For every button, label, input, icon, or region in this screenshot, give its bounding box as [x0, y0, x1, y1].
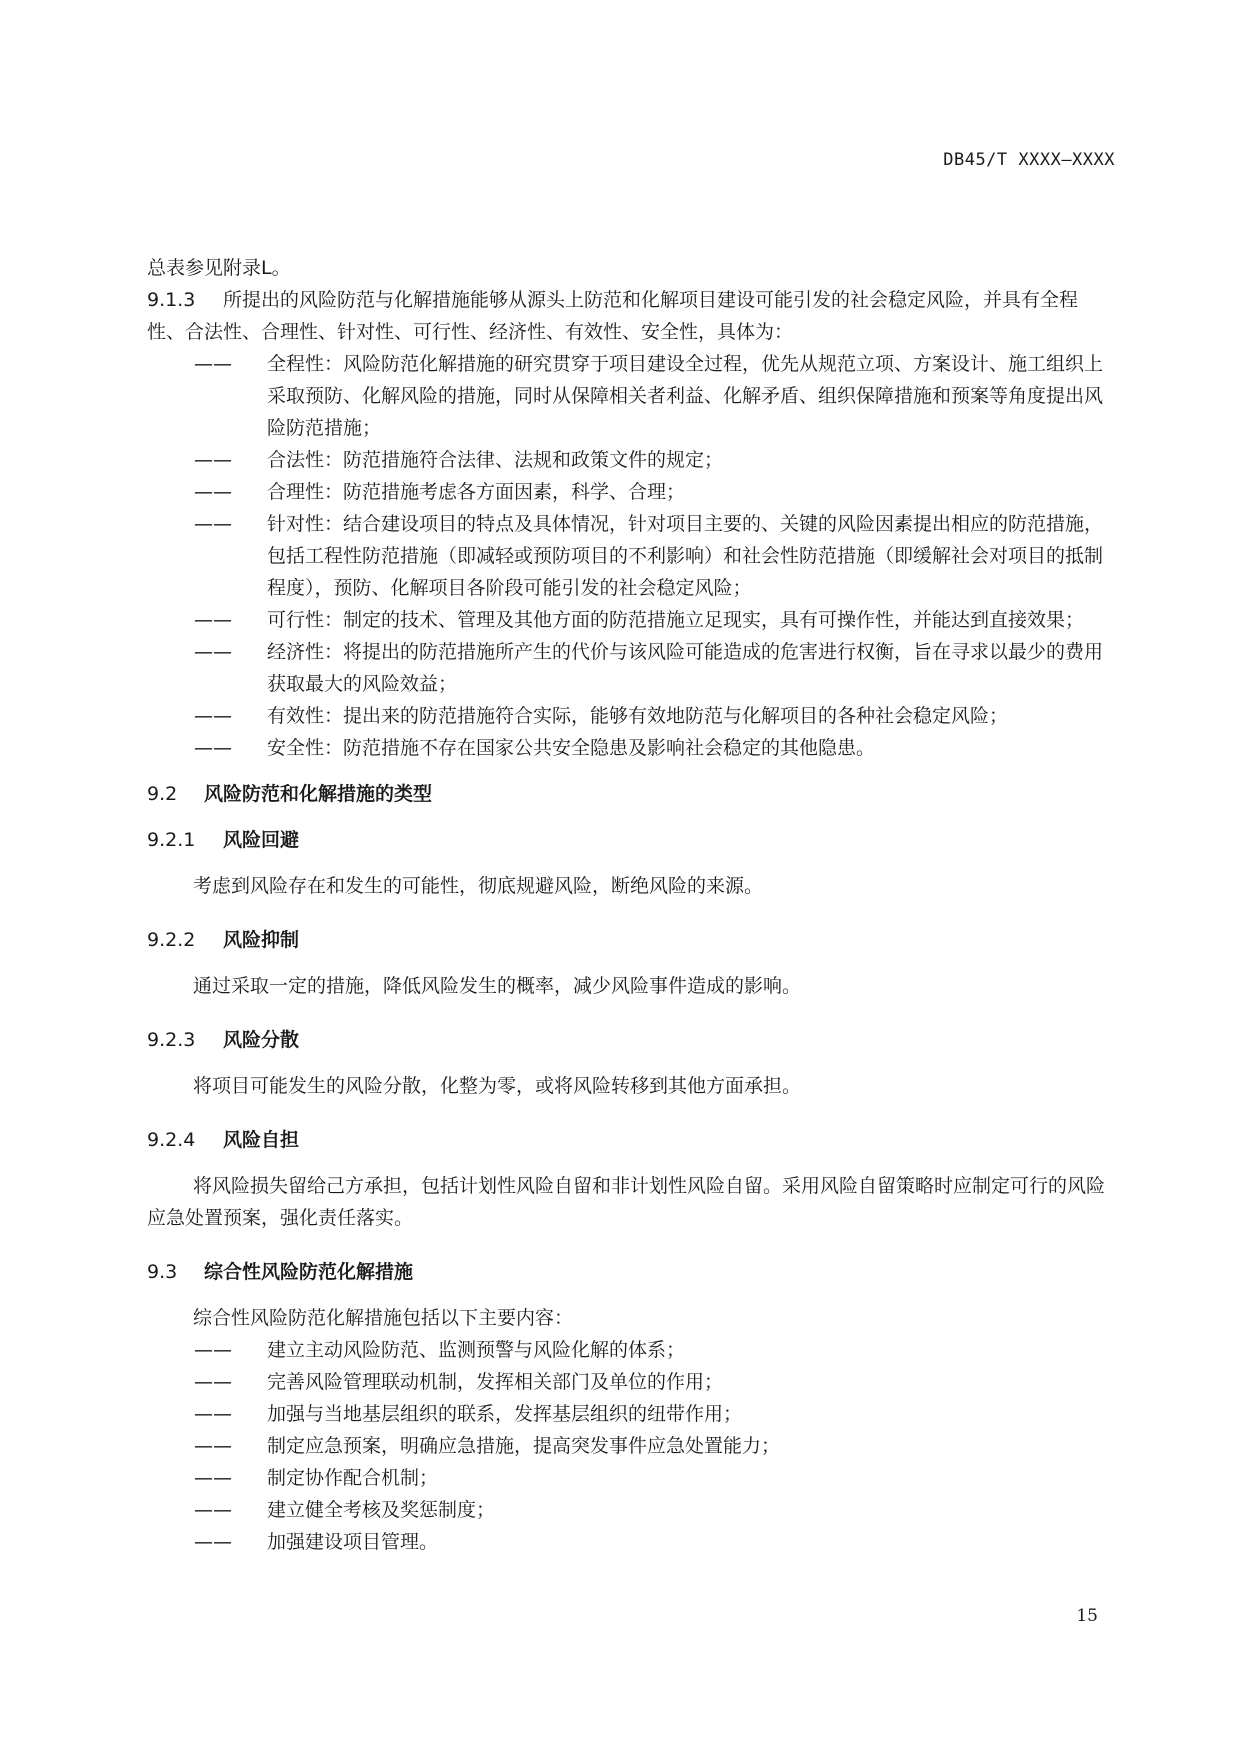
section-title: 风险抑制 — [223, 929, 300, 951]
list-item — [147, 1430, 1107, 1462]
list-item-text: 建立健全考核及奖惩制度； — [267, 1499, 496, 1521]
section-heading-9-2-1 — [147, 824, 1107, 856]
dash-mark: —— — [194, 1531, 232, 1553]
dash-mark: —— — [194, 1403, 232, 1425]
section-title: 风险自担 — [223, 1129, 300, 1151]
list-item-text: 制定协作配合机制； — [267, 1467, 439, 1489]
dash-mark: —— — [194, 513, 232, 535]
list-item-text: 可行性：制定的技术、管理及其他方面的防范措施立足现实，具有可操作性，并能达到直接效果； — [267, 609, 1085, 631]
section-number: 9.2.4 — [147, 1129, 196, 1151]
section-body: 将项目可能发生的风险分散，化整为零，或将风险转移到其他方面承担。 — [193, 1075, 802, 1097]
list-item — [147, 636, 1107, 700]
list-item — [147, 1462, 1107, 1494]
list-item — [147, 444, 1107, 476]
dash-mark: —— — [194, 609, 232, 631]
dash-mark: —— — [194, 1467, 232, 1489]
list-item — [147, 1398, 1107, 1430]
dash-mark: —— — [194, 1435, 232, 1457]
dash-mark: —— — [194, 353, 232, 375]
list-item-text: 全程性：风险防范化解措施的研究贯穿于项目建设全过程，优先从规范立项、方案设计、施工组织上采取预防、化解风险的措施，同时从保障相关者利益、化解矛盾、组织保障措施和预案等角度提出风险防范措施； — [267, 353, 1104, 439]
section-number: 9.2.2 — [147, 929, 196, 951]
dash-mark: —— — [194, 1499, 232, 1521]
section-title: 风险防范和化解措施的类型 — [204, 783, 433, 805]
list-item-text: 制定应急预案，明确应急措施，提高突发事件应急处置能力； — [267, 1435, 781, 1457]
dash-mark: —— — [194, 737, 232, 759]
page-number: 15 — [1076, 1606, 1098, 1626]
list-item — [147, 1366, 1107, 1398]
section-intro: 综合性风险防范化解措施包括以下主要内容： — [193, 1307, 574, 1329]
section-heading-9-2-4 — [147, 1124, 1107, 1156]
dash-list-9-1-3 — [147, 348, 1107, 764]
section-heading-9-2-3 — [147, 1024, 1107, 1056]
list-item — [147, 1494, 1107, 1526]
dash-mark: —— — [194, 449, 232, 471]
list-item-text: 有效性：提出来的防范措施符合实际，能够有效地防范与化解项目的各种社会稳定风险； — [267, 705, 1009, 727]
section-number: 9.3 — [147, 1261, 178, 1283]
list-item-text: 经济性：将提出的防范措施所产生的代价与该风险可能造成的危害进行权衡，旨在寻求以最少的费用获取最大的风险效益； — [267, 641, 1104, 695]
list-item-text: 加强与当地基层组织的联系，发挥基层组织的纽带作用； — [267, 1403, 743, 1425]
list-item — [147, 348, 1107, 444]
list-item-text: 针对性：结合建设项目的特点及具体情况，针对项目主要的、关键的风险因素提出相应的防范措施，包括工程性防范措施（即减轻或预防项目的不利影响）和社会性防范措施（即缓解社会对项目的抵制程度），预防、化解项目各阶段可能引发的社会稳定风险； — [267, 513, 1104, 599]
section-body: 考虑到风险存在和发生的可能性，彻底规避风险，断绝风险的来源。 — [193, 875, 764, 897]
section-number: 9.2 — [147, 783, 178, 805]
clause-9-1-3 — [147, 284, 1107, 348]
section-heading-9-2 — [147, 778, 1107, 810]
list-item-text: 加强建设项目管理。 — [267, 1531, 439, 1553]
section-heading-9-3 — [147, 1256, 1107, 1288]
document-code-header: DB45/T XXXX—XXXX — [943, 150, 1115, 170]
section-title: 风险回避 — [223, 829, 300, 851]
list-item — [147, 700, 1107, 732]
section-number: 9.2.1 — [147, 829, 196, 851]
dash-mark: —— — [194, 1371, 232, 1393]
section-heading-9-2-2 — [147, 924, 1107, 956]
list-item-text: 安全性：防范措施不存在国家公共安全隐患及影响社会稳定的其他隐患。 — [267, 737, 876, 759]
list-item-text: 合法性：防范措施符合法律、法规和政策文件的规定； — [267, 449, 724, 471]
list-item — [147, 732, 1107, 764]
section-body: 通过采取一定的措施，降低风险发生的概率，减少风险事件造成的影响。 — [193, 975, 802, 997]
list-item — [147, 1334, 1107, 1366]
dash-mark: —— — [194, 481, 232, 503]
clause-number: 9.1.3 — [147, 289, 196, 311]
dash-list-9-3 — [147, 1334, 1107, 1558]
section-number: 9.2.3 — [147, 1029, 196, 1051]
list-item — [147, 476, 1107, 508]
dash-mark: —— — [194, 1339, 232, 1361]
dash-mark: —— — [194, 641, 232, 663]
section-title: 风险分散 — [223, 1029, 300, 1051]
list-item — [147, 604, 1107, 636]
clause-text: 所提出的风险防范与化解措施能够从源头上防范和化解项目建设可能引发的社会稳定风险，并具有全程性、合法性、合理性、针对性、可行性、经济性、有效性、安全性，具体为： — [147, 289, 1079, 343]
list-item-text: 合理性：防范措施考虑各方面因素，科学、合理； — [267, 481, 686, 503]
list-item — [147, 1526, 1107, 1558]
dash-mark: —— — [194, 705, 232, 727]
page-content — [147, 252, 1107, 1558]
list-item-text: 建立主动风险防范、监测预警与风险化解的体系； — [267, 1339, 686, 1361]
list-item-text: 完善风险管理联动机制，发挥相关部门及单位的作用； — [267, 1371, 724, 1393]
list-item — [147, 508, 1107, 604]
intro-line: 总表参见附录L。 — [147, 257, 291, 279]
section-title: 综合性风险防范化解措施 — [204, 1261, 414, 1283]
section-body: 将风险损失留给己方承担，包括计划性风险自留和非计划性风险自留。采用风险自留策略时应制定可行的风险应急处置预案，强化责任落实。 — [147, 1175, 1106, 1229]
